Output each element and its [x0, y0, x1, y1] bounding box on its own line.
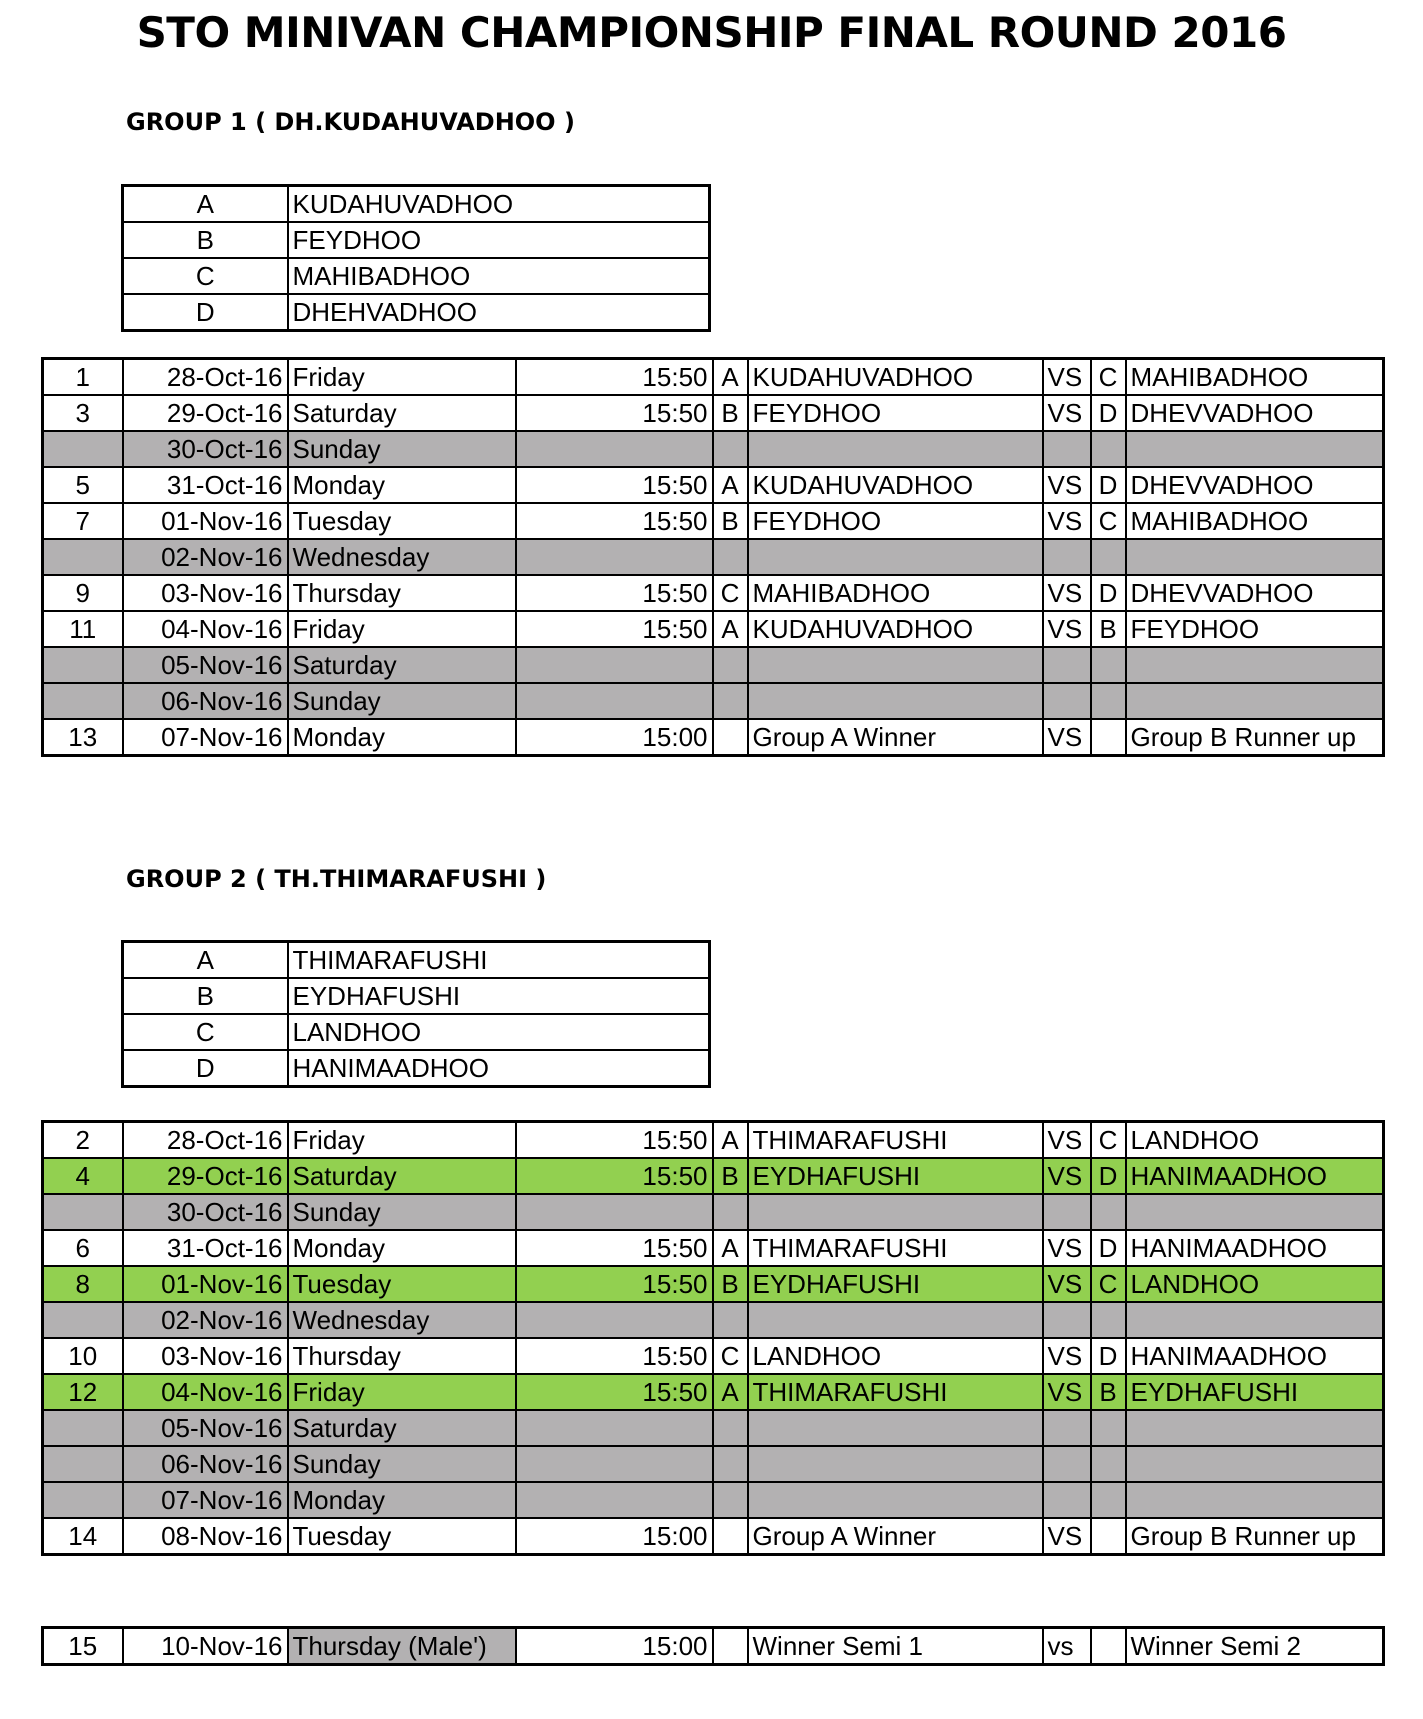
team2-name — [1126, 1446, 1384, 1482]
team2-name — [1126, 683, 1384, 719]
team2-name: DHEVVADHOO — [1126, 575, 1384, 611]
team2-name: Group B Runner up — [1126, 1518, 1384, 1555]
match-time: 15:50 — [516, 1338, 713, 1374]
team1-name — [748, 431, 1043, 467]
team2-name: Group B Runner up — [1126, 719, 1384, 756]
team2-name: HANIMAADHOO — [1126, 1338, 1384, 1374]
team-name: FEYDHOO — [288, 222, 710, 258]
team1-name — [748, 1446, 1043, 1482]
match-number — [43, 1302, 123, 1338]
match-row — [43, 1518, 1384, 1555]
team2-name: Winner Semi 2 — [1126, 1628, 1384, 1665]
match-day: Monday — [288, 1230, 516, 1266]
team2-name: HANIMAADHOO — [1126, 1230, 1384, 1266]
match-time: 15:50 — [516, 359, 713, 396]
team2-name — [1126, 1482, 1384, 1518]
match-date: 03-Nov-16 — [123, 575, 288, 611]
match-day: Friday — [288, 1122, 516, 1159]
team2-group: C — [1091, 1122, 1126, 1159]
match-time — [516, 1410, 713, 1446]
versus-label: VS — [1043, 611, 1091, 647]
match-date: 31-Oct-16 — [123, 467, 288, 503]
match-number — [43, 683, 123, 719]
team1-group — [713, 1518, 748, 1555]
match-date: 28-Oct-16 — [123, 1122, 288, 1159]
group2-teams-table — [121, 940, 711, 1088]
group1-schedule-table — [41, 357, 1385, 757]
team-row — [123, 186, 710, 223]
team-name: EYDHAFUSHI — [288, 978, 710, 1014]
match-time: 15:50 — [516, 1158, 713, 1194]
team1-name: MAHIBADHOO — [748, 575, 1043, 611]
match-day: Friday — [288, 359, 516, 396]
match-date: 07-Nov-16 — [123, 719, 288, 756]
team-name: DHEHVADHOO — [288, 294, 710, 331]
team-letter: C — [123, 258, 288, 294]
match-date: 06-Nov-16 — [123, 1446, 288, 1482]
team2-group — [1091, 1410, 1126, 1446]
rest-day-row — [43, 1194, 1384, 1230]
match-time — [516, 1302, 713, 1338]
match-day: Monday — [288, 719, 516, 756]
team1-name — [748, 539, 1043, 575]
team-letter: B — [123, 978, 288, 1014]
match-date: 05-Nov-16 — [123, 647, 288, 683]
match-time — [516, 539, 713, 575]
match-day: Monday — [288, 467, 516, 503]
versus-label: VS — [1043, 1338, 1091, 1374]
match-time: 15:50 — [516, 611, 713, 647]
team2-group: C — [1091, 503, 1126, 539]
match-number: 15 — [43, 1628, 123, 1665]
match-time: 15:00 — [516, 1518, 713, 1555]
match-row — [43, 719, 1384, 756]
team2-name — [1126, 539, 1384, 575]
match-day: Friday — [288, 611, 516, 647]
match-row — [43, 395, 1384, 431]
team1-group — [713, 1302, 748, 1338]
team-letter: C — [123, 1014, 288, 1050]
match-date: 29-Oct-16 — [123, 1158, 288, 1194]
versus-label: VS — [1043, 1230, 1091, 1266]
team1-name: EYDHAFUSHI — [748, 1266, 1043, 1302]
match-date: 06-Nov-16 — [123, 683, 288, 719]
match-number — [43, 1194, 123, 1230]
versus-label: VS — [1043, 575, 1091, 611]
match-number: 2 — [43, 1122, 123, 1159]
rest-day-row — [43, 539, 1384, 575]
team2-name: DHEVVADHOO — [1126, 395, 1384, 431]
team-letter: D — [123, 294, 288, 331]
team2-group: D — [1091, 1158, 1126, 1194]
match-date: 31-Oct-16 — [123, 1230, 288, 1266]
match-time: 15:50 — [516, 395, 713, 431]
team1-name — [748, 1302, 1043, 1338]
team1-group — [713, 1446, 748, 1482]
team1-name — [748, 683, 1043, 719]
match-row — [43, 467, 1384, 503]
team1-name: FEYDHOO — [748, 395, 1043, 431]
match-time: 15:50 — [516, 1122, 713, 1159]
match-date: 07-Nov-16 — [123, 1482, 288, 1518]
match-time — [516, 1194, 713, 1230]
team2-group — [1091, 647, 1126, 683]
match-row — [43, 1230, 1384, 1266]
team1-name — [748, 1482, 1043, 1518]
team1-name: THIMARAFUSHI — [748, 1230, 1043, 1266]
team2-group: D — [1091, 1230, 1126, 1266]
match-time: 15:50 — [516, 503, 713, 539]
team2-name — [1126, 431, 1384, 467]
match-day: Wednesday — [288, 539, 516, 575]
match-row — [43, 1374, 1384, 1410]
team2-name: MAHIBADHOO — [1126, 503, 1384, 539]
team2-group: D — [1091, 467, 1126, 503]
team-letter: D — [123, 1050, 288, 1087]
match-day: Tuesday — [288, 503, 516, 539]
match-date: 02-Nov-16 — [123, 1302, 288, 1338]
match-date: 03-Nov-16 — [123, 1338, 288, 1374]
team-row — [123, 222, 710, 258]
team-row — [123, 294, 710, 331]
team1-group — [713, 647, 748, 683]
versus-label — [1043, 647, 1091, 683]
match-day: Sunday — [288, 1446, 516, 1482]
team-row — [123, 978, 710, 1014]
match-number: 3 — [43, 395, 123, 431]
match-date: 04-Nov-16 — [123, 1374, 288, 1410]
team1-group — [713, 1482, 748, 1518]
team-name: HANIMAADHOO — [288, 1050, 710, 1087]
versus-label: VS — [1043, 1266, 1091, 1302]
match-date: 08-Nov-16 — [123, 1518, 288, 1555]
versus-label: VS — [1043, 1374, 1091, 1410]
team1-group: A — [713, 359, 748, 396]
match-time — [516, 1482, 713, 1518]
match-row — [43, 503, 1384, 539]
team2-name: HANIMAADHOO — [1126, 1158, 1384, 1194]
match-row — [43, 1158, 1384, 1194]
team2-name — [1126, 647, 1384, 683]
team-row — [123, 1014, 710, 1050]
team1-group: A — [713, 611, 748, 647]
match-date: 01-Nov-16 — [123, 1266, 288, 1302]
team2-group: D — [1091, 1338, 1126, 1374]
versus-label: VS — [1043, 1518, 1091, 1555]
match-date: 04-Nov-16 — [123, 611, 288, 647]
match-time: 15:50 — [516, 1230, 713, 1266]
team2-group — [1091, 683, 1126, 719]
team2-group — [1091, 1446, 1126, 1482]
match-date: 02-Nov-16 — [123, 539, 288, 575]
match-time: 15:50 — [516, 467, 713, 503]
match-number: 8 — [43, 1266, 123, 1302]
team2-group: D — [1091, 575, 1126, 611]
match-row — [43, 1338, 1384, 1374]
team1-group: A — [713, 1374, 748, 1410]
match-date: 05-Nov-16 — [123, 1410, 288, 1446]
match-number — [43, 539, 123, 575]
team2-group — [1091, 1628, 1126, 1665]
versus-label: VS — [1043, 1122, 1091, 1159]
team1-group — [713, 1194, 748, 1230]
team2-group — [1091, 1518, 1126, 1555]
match-day: Saturday — [288, 647, 516, 683]
team1-group: B — [713, 503, 748, 539]
team1-name: EYDHAFUSHI — [748, 1158, 1043, 1194]
match-day: Tuesday — [288, 1518, 516, 1555]
match-time — [516, 683, 713, 719]
team2-name: DHEVVADHOO — [1126, 467, 1384, 503]
team2-name: MAHIBADHOO — [1126, 359, 1384, 396]
rest-day-row — [43, 647, 1384, 683]
versus-label — [1043, 1446, 1091, 1482]
match-time: 15:50 — [516, 1266, 713, 1302]
versus-label — [1043, 539, 1091, 575]
match-day: Friday — [288, 1374, 516, 1410]
match-day: Wednesday — [288, 1302, 516, 1338]
team2-group: B — [1091, 1374, 1126, 1410]
versus-label — [1043, 1482, 1091, 1518]
match-day: Saturday — [288, 1410, 516, 1446]
team1-name: Group A Winner — [748, 719, 1043, 756]
team-name: THIMARAFUSHI — [288, 942, 710, 979]
team1-group: B — [713, 1158, 748, 1194]
match-row — [43, 359, 1384, 396]
team1-group: C — [713, 1338, 748, 1374]
match-number: 7 — [43, 503, 123, 539]
team1-name: THIMARAFUSHI — [748, 1122, 1043, 1159]
team1-name: Group A Winner — [748, 1518, 1043, 1555]
page-title: STO MINIVAN CHAMPIONSHIP FINAL ROUND 2016 — [136, 8, 1287, 57]
match-row — [43, 575, 1384, 611]
versus-label — [1043, 683, 1091, 719]
match-number: 12 — [43, 1374, 123, 1410]
match-row — [43, 611, 1384, 647]
match-number: 4 — [43, 1158, 123, 1194]
team2-group — [1091, 431, 1126, 467]
team-name: MAHIBADHOO — [288, 258, 710, 294]
group2-heading: GROUP 2 ( TH.THIMARAFUSHI ) — [126, 865, 547, 893]
match-day: Thursday — [288, 1338, 516, 1374]
rest-day-row — [43, 1482, 1384, 1518]
team1-group: B — [713, 1266, 748, 1302]
match-number: 14 — [43, 1518, 123, 1555]
match-time: 15:00 — [516, 1628, 713, 1665]
team-letter: A — [123, 186, 288, 223]
team2-name: EYDHAFUSHI — [1126, 1374, 1384, 1410]
team1-name: FEYDHOO — [748, 503, 1043, 539]
team2-group — [1091, 1194, 1126, 1230]
match-row — [43, 1122, 1384, 1159]
match-date: 01-Nov-16 — [123, 503, 288, 539]
versus-label: VS — [1043, 395, 1091, 431]
versus-label: VS — [1043, 467, 1091, 503]
team2-name — [1126, 1302, 1384, 1338]
match-date: 30-Oct-16 — [123, 1194, 288, 1230]
match-date: 30-Oct-16 — [123, 431, 288, 467]
match-day: Thursday (Male') — [288, 1628, 516, 1665]
team-row — [123, 1050, 710, 1087]
final-match-table — [41, 1626, 1385, 1666]
versus-label — [1043, 1410, 1091, 1446]
team1-group: C — [713, 575, 748, 611]
match-time — [516, 1446, 713, 1482]
match-time: 15:50 — [516, 575, 713, 611]
group1-teams-table — [121, 184, 711, 332]
team2-name: FEYDHOO — [1126, 611, 1384, 647]
team-row — [123, 258, 710, 294]
versus-label: vs — [1043, 1628, 1091, 1665]
match-number: 5 — [43, 467, 123, 503]
match-day: Saturday — [288, 1158, 516, 1194]
team1-group — [713, 719, 748, 756]
team2-group: D — [1091, 395, 1126, 431]
match-day: Sunday — [288, 1194, 516, 1230]
team2-name: LANDHOO — [1126, 1122, 1384, 1159]
match-number: 1 — [43, 359, 123, 396]
team1-name: KUDAHUVADHOO — [748, 611, 1043, 647]
match-number: 10 — [43, 1338, 123, 1374]
match-number — [43, 1446, 123, 1482]
team1-group: A — [713, 1122, 748, 1159]
team1-name: KUDAHUVADHOO — [748, 359, 1043, 396]
team2-group: B — [1091, 611, 1126, 647]
match-number: 6 — [43, 1230, 123, 1266]
match-time — [516, 431, 713, 467]
rest-day-row — [43, 431, 1384, 467]
team1-name: KUDAHUVADHOO — [748, 467, 1043, 503]
rest-day-row — [43, 1446, 1384, 1482]
team2-name: LANDHOO — [1126, 1266, 1384, 1302]
versus-label: VS — [1043, 359, 1091, 396]
match-row — [43, 1266, 1384, 1302]
versus-label — [1043, 1194, 1091, 1230]
match-day: Sunday — [288, 431, 516, 467]
match-day: Thursday — [288, 575, 516, 611]
team-letter: A — [123, 942, 288, 979]
team-row — [123, 942, 710, 979]
team2-group — [1091, 719, 1126, 756]
match-date: 29-Oct-16 — [123, 395, 288, 431]
match-time: 15:50 — [516, 1374, 713, 1410]
team-name: KUDAHUVADHOO — [288, 186, 710, 223]
rest-day-row — [43, 1410, 1384, 1446]
match-day: Monday — [288, 1482, 516, 1518]
versus-label: VS — [1043, 719, 1091, 756]
team2-group: C — [1091, 1266, 1126, 1302]
match-number: 9 — [43, 575, 123, 611]
versus-label — [1043, 1302, 1091, 1338]
match-number — [43, 647, 123, 683]
team-letter: B — [123, 222, 288, 258]
group1-heading: GROUP 1 ( DH.KUDAHUVADHOO ) — [126, 108, 575, 136]
team2-group: C — [1091, 359, 1126, 396]
team2-name — [1126, 1194, 1384, 1230]
match-day: Sunday — [288, 683, 516, 719]
team2-group — [1091, 1302, 1126, 1338]
team1-name: THIMARAFUSHI — [748, 1374, 1043, 1410]
group2-schedule-table — [41, 1120, 1385, 1556]
team2-group — [1091, 1482, 1126, 1518]
versus-label — [1043, 431, 1091, 467]
match-number: 13 — [43, 719, 123, 756]
versus-label: VS — [1043, 503, 1091, 539]
match-number — [43, 431, 123, 467]
match-time — [516, 647, 713, 683]
match-time: 15:00 — [516, 719, 713, 756]
rest-day-row — [43, 683, 1384, 719]
rest-day-row — [43, 1302, 1384, 1338]
match-day: Tuesday — [288, 1266, 516, 1302]
team1-group: A — [713, 467, 748, 503]
match-day: Saturday — [288, 395, 516, 431]
team1-name — [748, 647, 1043, 683]
team1-group — [713, 1628, 748, 1665]
team2-name — [1126, 1410, 1384, 1446]
team1-group — [713, 1410, 748, 1446]
team1-name: LANDHOO — [748, 1338, 1043, 1374]
match-number — [43, 1482, 123, 1518]
team1-group — [713, 431, 748, 467]
match-date: 28-Oct-16 — [123, 359, 288, 396]
team1-group — [713, 539, 748, 575]
final-match-row — [43, 1628, 1384, 1665]
team1-group — [713, 683, 748, 719]
team1-name: Winner Semi 1 — [748, 1628, 1043, 1665]
match-number: 11 — [43, 611, 123, 647]
team1-group: A — [713, 1230, 748, 1266]
team1-group: B — [713, 395, 748, 431]
versus-label: VS — [1043, 1158, 1091, 1194]
team-name: LANDHOO — [288, 1014, 710, 1050]
match-date: 10-Nov-16 — [123, 1628, 288, 1665]
team2-group — [1091, 539, 1126, 575]
match-number — [43, 1410, 123, 1446]
team1-name — [748, 1410, 1043, 1446]
team1-name — [748, 1194, 1043, 1230]
